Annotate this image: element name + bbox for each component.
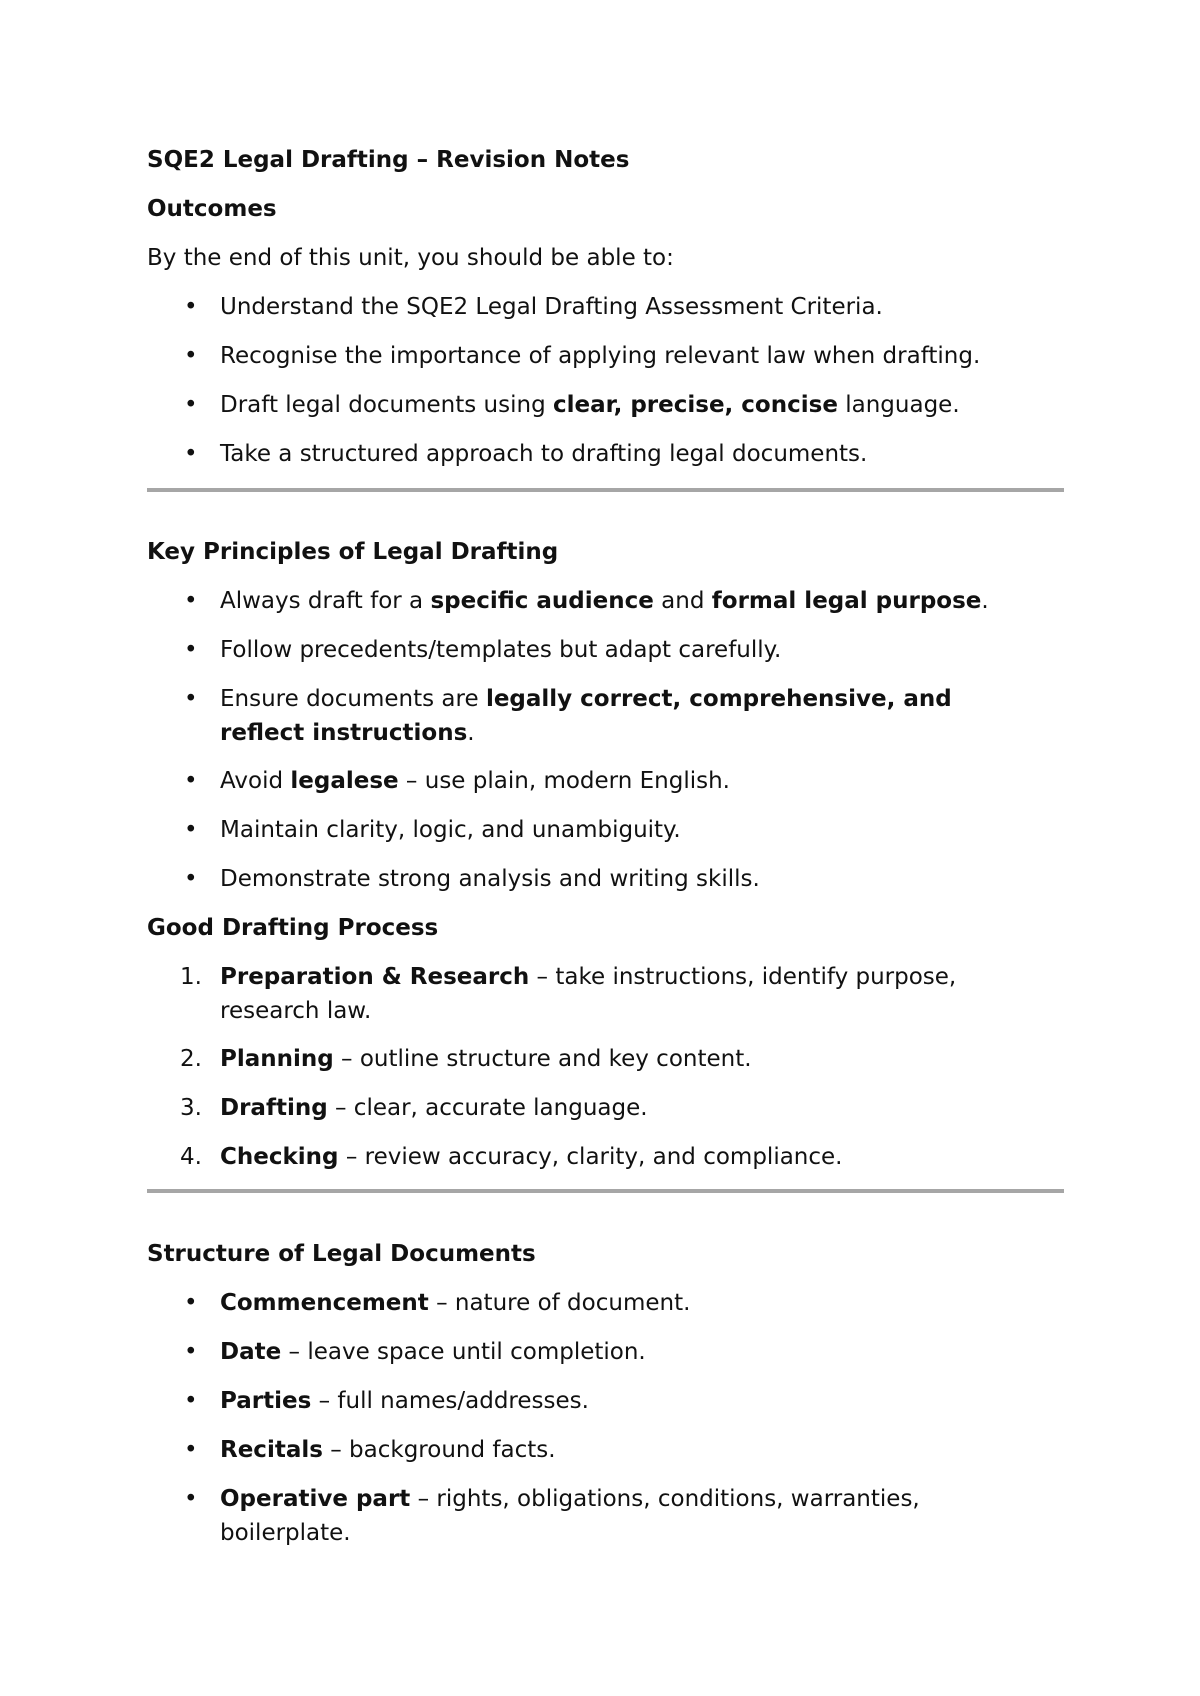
bullet: •	[184, 768, 198, 794]
bullet: •	[184, 817, 198, 843]
bullet: •	[184, 1437, 198, 1463]
step-number: 4.	[180, 1144, 202, 1170]
principle-item: Maintain clarity, logic, and unambiguity.	[220, 817, 681, 843]
principles-heading: Key Principles of Legal Drafting	[147, 539, 559, 565]
structure-item: Parties – full names/addresses.	[220, 1388, 589, 1414]
structure-item: Recitals – background facts.	[220, 1437, 556, 1463]
document-title: SQE2 Legal Drafting – Revision Notes	[147, 147, 630, 173]
outcomes-intro: By the end of this unit, you should be able to:	[147, 245, 674, 271]
process-heading: Good Drafting Process	[147, 915, 439, 941]
principle-item: Demonstrate strong analysis and writing skills.	[220, 866, 760, 892]
principle-item: Ensure documents are legally correct, comprehensive, and reflect instructions.	[220, 686, 952, 746]
structure-item: Date – leave space until completion.	[220, 1339, 646, 1365]
bullet: •	[184, 294, 198, 320]
principle-item: Avoid legalese – use plain, modern English.	[220, 768, 730, 794]
horizontal-divider	[147, 488, 1064, 492]
structure-item: Commencement – nature of document.	[220, 1290, 691, 1316]
outcome-item: Understand the SQE2 Legal Drafting Assessment Criteria.	[220, 294, 883, 320]
outcome-item: Take a structured approach to drafting legal documents.	[220, 441, 868, 467]
bullet: •	[184, 441, 198, 467]
bullet: •	[184, 637, 198, 663]
bullet: •	[184, 343, 198, 369]
bullet: •	[184, 392, 198, 418]
bullet: •	[184, 588, 198, 614]
bullet: •	[184, 1290, 198, 1316]
structure-heading: Structure of Legal Documents	[147, 1241, 536, 1267]
principle-item: Follow precedents/templates but adapt carefully.	[220, 637, 782, 663]
step-number: 3.	[180, 1095, 202, 1121]
structure-item: Operative part – rights, obligations, conditions, warranties, boilerplate.	[220, 1486, 920, 1546]
step-number: 2.	[180, 1046, 202, 1072]
bullet: •	[184, 1486, 198, 1512]
step-number: 1.	[180, 964, 202, 990]
process-step: Checking – review accuracy, clarity, and compliance.	[220, 1144, 843, 1170]
horizontal-divider	[147, 1189, 1064, 1193]
bullet: •	[184, 1388, 198, 1414]
process-step: Planning – outline structure and key content.	[220, 1046, 752, 1072]
bullet: •	[184, 1339, 198, 1365]
outcomes-heading: Outcomes	[147, 196, 277, 222]
bullet: •	[184, 866, 198, 892]
process-step: Preparation & Research – take instructions, identify purpose, research law.	[220, 964, 957, 1024]
principle-item: Always draft for a specific audience and formal legal purpose.	[220, 588, 989, 614]
process-step: Drafting – clear, accurate language.	[220, 1095, 648, 1121]
outcome-item: Recognise the importance of applying relevant law when drafting.	[220, 343, 981, 369]
bullet: •	[184, 686, 198, 712]
outcome-item: Draft legal documents using clear, precise, concise language.	[220, 392, 960, 418]
